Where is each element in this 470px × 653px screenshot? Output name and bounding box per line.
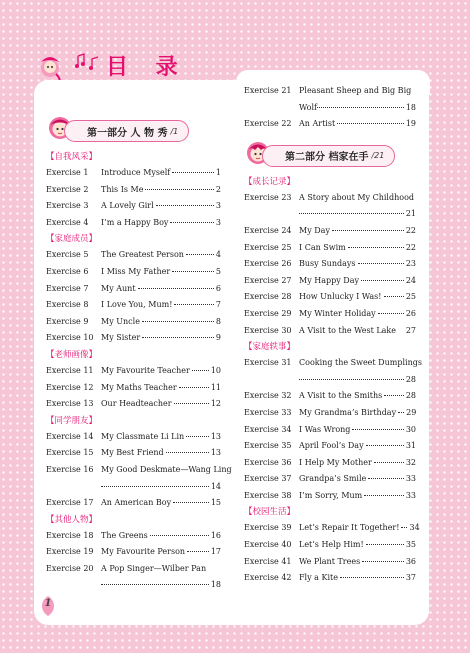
exercise-number: Exercise 12 [46,382,94,392]
section-teachers: 【老师画像】 [46,349,98,360]
leader-dots [332,230,404,231]
toc-entry-20[interactable] [46,561,221,594]
entry-row [244,520,420,537]
entry-row [244,554,416,571]
exercise-title: Wolf [299,102,318,112]
page-ref: 18 [210,580,221,590]
page-ref: 10 [210,365,221,375]
leader-dots [337,123,404,124]
toc-entry-18[interactable] [46,528,221,545]
entry-row [244,223,416,240]
toc-entry-4[interactable] [46,215,221,232]
leader-dots [174,403,209,404]
exercise-number: Exercise 24 [244,225,292,235]
page-ref: 27 [405,325,416,335]
entry-row [46,445,221,462]
part2-heading [244,141,416,169]
entry-row [244,240,416,257]
exercise-title: An American Boy [101,498,172,508]
section-self: 【自我风采】 [46,152,98,162]
leader-dots [362,561,404,562]
toc-entry-16[interactable] [46,462,232,495]
page-ref: 13 [210,448,221,458]
leader-dots [192,370,209,371]
exercise-title: Introduce Myself [101,168,171,177]
entry-continuation [244,100,416,117]
entry-row [46,281,221,298]
page-ref: 29 [406,407,417,417]
exercise-title: I Was Wrong [299,424,351,434]
leader-dots [340,577,404,578]
toc-entry-13[interactable] [46,396,221,413]
exercise-title: I Can Swim [299,242,346,252]
entry-row [244,537,416,554]
exercise-title: My Best Friend [101,448,164,458]
exercise-title: I’m a Happy Boy [101,217,169,227]
exercise-number: Exercise 1 [46,168,89,177]
toc-entry-2[interactable] [46,182,221,199]
leader-dots [166,452,209,453]
exercise-number: Exercise 6 [46,266,89,276]
exercise-title: April Fool’s Day [299,441,364,451]
girl-mascot-icon [36,50,76,84]
page-ref: 2 [215,184,221,194]
entry-row [244,116,416,133]
toc-entry-40[interactable] [244,537,416,554]
toc-entry-37[interactable] [244,471,416,488]
exercise-title: My Favourite Teacher [101,365,190,375]
toc-entry-19[interactable] [46,544,221,561]
page-ref: 9 [215,333,221,343]
leader-dots [299,379,404,380]
entry-continuation [46,577,221,594]
leader-dots [317,107,404,108]
toc-entry-41[interactable] [244,554,416,571]
exercise-number: Exercise 42 [244,573,292,583]
leader-dots [150,535,209,536]
exercise-title: A Lovely Girl [101,201,154,211]
exercise-title: I Love You, Mum! [101,300,173,310]
exercise-number: Exercise 7 [46,283,89,293]
exercise-number: Exercise 37 [244,474,292,484]
leader-dots [348,247,404,248]
page-ref: 35 [405,540,416,550]
page-ref: 12 [210,399,221,409]
page-header [28,44,228,84]
leader-dots [384,296,404,297]
exercise-number: Exercise 31 [244,358,292,368]
leader-dots [366,445,404,446]
entry-row [244,306,416,323]
exercise-number: Exercise 30 [244,325,292,335]
page-ref: 34 [409,523,420,533]
entry-row [244,405,416,422]
page-ref: 7 [215,300,221,310]
toc-entry-24[interactable] [244,223,416,240]
page-ref: 26 [405,308,416,318]
page-number-label: 1 [44,598,52,609]
exercise-number: Exercise 14 [46,431,94,441]
page-ref: 14 [210,481,221,491]
entry-row [244,388,416,405]
page-ref: 37 [405,573,416,583]
exercise-number: Exercise 21 [244,86,292,95]
leader-dots [366,544,404,545]
exercise-number: Exercise 16 [46,464,94,474]
leader-dots [398,412,404,413]
entry-row [244,256,416,273]
toc-entry-36[interactable] [244,455,416,472]
entry-continuation [244,372,416,389]
entry-row [46,396,221,413]
exercise-title: My Uncle [101,316,140,326]
exercise-title: Cooking the Sweet Dumplings [299,358,422,368]
exercise-title: The Greatest Person [101,250,184,260]
toc-left-column [46,116,232,594]
entry-row [46,165,221,182]
toc-entry-35[interactable] [244,438,416,455]
page-ref: 22 [405,225,416,235]
exercise-number: Exercise 10 [46,333,94,343]
exercise-title: A Pop Singer—Wilber Pan [101,563,207,573]
page-ref: 31 [405,441,416,451]
leader-dots [173,502,209,503]
page-ref: 3 [215,201,221,211]
leader-dots [142,337,214,338]
entry-row [46,330,221,347]
page-ref: 21 [405,209,416,219]
toc-entry-10[interactable] [46,330,221,347]
toc-entry-3[interactable] [46,198,221,215]
page-ref: 6 [215,283,221,293]
exercise-number: Exercise 22 [244,119,292,129]
exercise-title: I Help My Mother [299,457,372,467]
entry-row [46,198,221,215]
exercise-title: My Good Deskmate—Wang Ling [101,464,232,474]
entry-row [46,544,221,561]
toc-entry-6[interactable] [46,264,221,281]
toc-entry-38[interactable] [244,488,416,505]
leader-dots [368,478,404,479]
page-ref: 19 [405,119,416,129]
page-ref: 5 [215,266,221,276]
leader-dots [138,288,214,289]
exercise-title: Our Headteacher [101,399,172,409]
toc-entry-1[interactable] [46,165,221,182]
leader-dots [170,222,213,223]
leader-dots [142,321,214,322]
leader-dots [352,429,403,430]
leader-dots [358,263,404,264]
page-ref: 22 [405,242,416,252]
toc-entry-8[interactable] [46,297,221,314]
leader-dots [179,387,209,388]
leader-dots [401,527,407,528]
exercise-title: Fly a Kite [299,573,338,583]
toc-entry-11[interactable] [46,363,221,380]
toc-entry-29[interactable] [244,306,416,323]
page-ref: 15 [210,498,221,508]
exercise-title: Let’s Repair It Together! [299,523,400,533]
exercise-title: Busy Sundays [299,259,356,269]
page-title: 目 录 [106,55,188,80]
exercise-title: Pleasant Sheep and Big Big [299,86,412,95]
leader-dots [364,495,404,496]
leader-dots [384,395,404,396]
exercise-title: A Story about My Childhood [299,192,415,202]
page-ref: 30 [405,424,416,434]
exercise-title: A Visit to the West Lake [299,325,396,335]
exercise-title: My Aunt [101,283,136,293]
exercise-title: I’m Sorry, Mum [299,490,363,500]
page-ref: 33 [405,474,416,484]
entry-row [244,455,416,472]
exercise-number: Exercise 5 [46,250,89,260]
leader-dots [156,205,214,206]
exercise-number: Exercise 25 [244,242,292,252]
exercise-number: Exercise 38 [244,490,292,500]
leader-dots [361,280,404,281]
section-school-life: 【校园生活】 [244,507,296,518]
page-ref: 16 [210,530,221,540]
part2-title[interactable]: 第二部分 档家在手 /21 [262,145,395,167]
exercise-title: The Greens [101,530,148,540]
entry-row [46,462,232,479]
toc-entry-39[interactable] [244,520,420,537]
part1-title[interactable]: 第一部分 人 物 秀 /1 [64,120,189,142]
exercise-number: Exercise 13 [46,399,94,409]
exercise-title: How Unlucky I Was! [299,292,382,302]
exercise-title: An Artist [299,119,336,129]
exercise-number: Exercise 19 [46,547,94,557]
exercise-number: Exercise 11 [46,365,94,375]
exercise-title: My Happy Day [299,275,360,285]
exercise-number: Exercise 3 [46,201,89,211]
section-others: 【其他人物】 [46,514,98,525]
exercise-number: Exercise 18 [46,530,94,540]
page-number [40,595,62,617]
exercise-number: Exercise 20 [46,563,94,573]
leader-dots [187,551,209,552]
entry-row [244,83,416,100]
entry-row [244,570,416,587]
page-ref: 36 [405,556,416,566]
exercise-number: Exercise 23 [244,192,292,202]
toc-entry-31[interactable] [244,355,422,388]
exercise-number: Exercise 27 [244,275,292,285]
section-friends: 【同学朋友】 [46,415,98,426]
toc-entry-32[interactable] [244,388,416,405]
exercise-title: My Winter Holiday [299,308,376,318]
entry-row [46,363,221,380]
toc-entry-30[interactable] [244,323,416,340]
entry-row [244,471,416,488]
entry-row [46,297,221,314]
exercise-title: My Classmate Li Lin [101,431,185,441]
entry-row [46,314,221,331]
toc-entry-9[interactable] [46,314,221,331]
entry-row [46,561,221,578]
page-ref: 8 [215,316,221,326]
page-ref: 33 [405,490,416,500]
entry-row [46,495,221,512]
exercise-title: I Miss My Father [101,266,171,276]
entry-row [46,247,221,264]
leader-dots [101,584,209,585]
entry-row [46,182,221,199]
entry-continuation [46,479,221,496]
toc-entry-33[interactable] [244,405,416,422]
toc-entry-27[interactable] [244,273,416,290]
toc-entry-28[interactable] [244,289,416,306]
leader-dots [186,254,214,255]
leader-dots [378,313,404,314]
page-ref: 4 [215,250,221,260]
leader-dots [186,436,209,437]
exercise-number: Exercise 32 [244,391,292,401]
page-ref: 24 [405,275,416,285]
toc-entry-22[interactable] [244,116,416,133]
leader-dots [299,213,404,214]
exercise-number: Exercise 4 [46,217,89,227]
toc-entry-34[interactable] [244,422,416,439]
leader-dots [174,304,213,305]
exercise-number: Exercise 39 [244,523,292,533]
music-notes-icon [74,52,104,72]
entry-row [244,422,416,439]
toc-entry-15[interactable] [46,445,221,462]
entry-row [46,215,221,232]
exercise-title: My Sister [101,333,141,343]
section-family: 【家庭成员】 [46,234,98,245]
exercise-title: Let’s Help Him! [299,540,364,550]
exercise-number: Exercise 26 [244,259,292,269]
toc-entry-7[interactable] [46,281,221,298]
leader-dots [145,189,213,190]
entry-row [244,488,416,505]
toc-entry-12[interactable] [46,380,221,397]
exercise-title: We Plant Trees [299,556,361,566]
page-ref: 17 [210,547,221,557]
part1-heading [46,116,221,144]
entry-row [244,438,416,455]
toc-entry-14[interactable] [46,429,221,446]
exercise-number: Exercise 36 [244,457,292,467]
entry-row [244,289,416,306]
toc-right-column [244,83,422,587]
leader-dots [374,462,404,463]
entry-row [46,528,221,545]
toc-entry-25[interactable] [244,240,416,257]
toc-entry-26[interactable] [244,256,416,273]
leader-dots [172,172,214,173]
leader-dots [101,486,209,487]
exercise-title: My Maths Teacher [101,382,177,392]
page-ref: 1 [215,168,221,177]
leader-dots [172,271,214,272]
exercise-number: Exercise 34 [244,424,292,434]
toc-entry-23[interactable] [244,190,416,223]
toc-entry-17[interactable] [46,495,221,512]
section-growth: 【成长记录】 [244,176,296,187]
entry-row [46,429,221,446]
exercise-title: A Visit to the Smiths [299,391,383,401]
exercise-number: Exercise 35 [244,441,292,451]
exercise-title: My Day [299,225,330,235]
exercise-number: Exercise 9 [46,316,89,326]
exercise-title: This Is Me [101,184,144,194]
entry-row [46,380,221,397]
page-ref: 28 [405,391,416,401]
page-ref: 11 [210,382,221,392]
entry-row [244,355,422,372]
page-ref: 3 [215,217,221,227]
exercise-number: Exercise 28 [244,292,292,302]
toc-entry-21[interactable] [244,83,416,116]
toc-entry-5[interactable] [46,247,221,264]
section-family-stories: 【家庭轶事】 [244,342,296,353]
exercise-number: Exercise 17 [46,498,94,508]
entry-continuation [244,206,416,223]
toc-entry-42[interactable] [244,570,416,587]
exercise-number: Exercise 8 [46,300,89,310]
page-ref: 18 [405,102,416,112]
exercise-number: Exercise 15 [46,448,94,458]
entry-row [46,264,221,281]
entry-row [244,190,416,207]
page-ref: 28 [405,374,416,384]
exercise-number: Exercise 40 [244,540,292,550]
entry-row [244,273,416,290]
page-ref: 32 [405,457,416,467]
exercise-title: My Grandma’s Birthday [299,407,397,417]
page-ref: 23 [405,259,416,269]
exercise-title: Grandpa’s Smile [299,474,367,484]
exercise-number: Exercise 2 [46,184,89,194]
exercise-number: Exercise 33 [244,407,292,417]
page-ref: 25 [405,292,416,302]
entry-row [244,323,416,340]
exercise-number: Exercise 29 [244,308,292,318]
page-ref: 13 [210,431,221,441]
exercise-title: My Favourite Person [101,547,186,557]
exercise-number: Exercise 41 [244,556,292,566]
